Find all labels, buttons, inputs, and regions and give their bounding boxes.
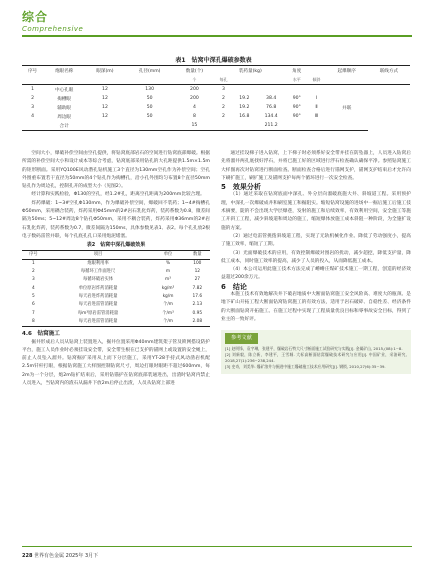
references-box <box>221 330 411 374</box>
table2-header-cell: 数量 <box>185 250 210 259</box>
table1-cell: 12 <box>102 105 108 110</box>
table1-cell: 19.2 <box>239 96 250 101</box>
table1-header-cell: 装药量(kg) <box>214 66 286 76</box>
table1-cell: 211.2 <box>256 121 286 131</box>
table1-cell <box>286 121 307 131</box>
table2-cell: 0.95 <box>192 310 203 316</box>
table1-cell: 4 <box>31 114 34 119</box>
table1-cell: 200 <box>190 96 199 101</box>
reference-item: [1] 赵明锋，袁宇琳，张建平，爆破岩石特大尺寸断面施工试验研究与实践[J]. 金属矿山, 2015,(08):1~8. <box>225 345 403 351</box>
section-heading: 5 效果分析 <box>221 183 261 192</box>
table1-header-cell: 起爆顺序 <box>326 66 368 76</box>
table2-cell: 4 <box>32 285 35 291</box>
table1-cell: 16.8 <box>239 114 250 119</box>
table1-cell: 3 <box>31 105 34 110</box>
table1-body <box>22 85 410 131</box>
table2-row <box>22 276 210 284</box>
table1-cell <box>214 121 232 131</box>
table1-cell: 辅助眼 <box>57 105 72 111</box>
header-rule <box>22 35 412 37</box>
table2-cell: 2 <box>32 269 35 275</box>
header-title-en: Comprehensive <box>22 25 84 33</box>
table2-cell: m³ <box>165 277 171 283</box>
table1-cell: 50 <box>146 105 153 110</box>
table1-cell: 合计 <box>43 121 85 131</box>
table1-header-cell: 数量(个) <box>175 66 215 76</box>
table1-cell: 200 <box>190 87 199 92</box>
table1-header-cell: 孔径(mm) <box>125 66 175 76</box>
table1-cell: 90° <box>292 105 301 110</box>
table2-row <box>22 259 210 268</box>
table1-cell <box>286 85 307 95</box>
table1-cell <box>125 121 175 131</box>
table1-cell: 周边眼 <box>57 114 72 120</box>
table2-cell: m <box>165 269 171 275</box>
reference-item: [3] 史奇，刘美华. 爆矿溶井与掘进中施工爆破施工技术应用研究[J]. 钢锁, 2010,27(6):35~39. <box>225 364 386 370</box>
table1-cell: 19.2 <box>239 105 250 110</box>
paragraph: （4）本公司运用此施工技术方法完成了嵴嵴庄煤矿技术施工一期工程，创造的经济效益超过200余万元。 <box>221 267 411 281</box>
table1-cell <box>307 121 325 131</box>
table1-cell <box>22 121 43 131</box>
table1-row <box>22 112 410 121</box>
table1-header-cell: 眼深(m) <box>85 66 125 76</box>
table2-cell: 个/m³ <box>162 310 174 316</box>
table2-cell: 27 <box>194 277 201 283</box>
table1-cell: 130 <box>145 87 154 92</box>
paragraph: 炸药爆破：1~3#空孔Φ130mm，作为爆破补偿空间，爆破回不装药；1~4#掏槽孔Φ50mm，采用耦合装药，炸药采用Φ45mm的2#岩石乳化炸药，装药系数为0.8，微差间隔为50ms；5~12#周边8个钻孔Φ50mm，采用不耦合装药，炸药采用Φ36mm的2#岩石乳化炸药，装药系数为0.7，微差间隔为150ms，具体参数见表1、表2。每个孔孔放2根电子数码雷管并联，每个孔底孔孔口采用炮泥堵塞。 <box>22 200 210 239</box>
paragraph: 本施工技术有效地解决井下破岩地质中大断面钻窝施工安全风险高、难度大的瓶颈。是地下矿山开拓工程大断面钻窝钻窝施工的有效方法，适用于岩石破碎、自稳性差、经济条件的大断面钻窝开拓施工。在施工过程中实现了工程质量优良目标和零事故安全目标，得到了业主的一致好评。 <box>221 292 411 322</box>
table1-cell <box>326 112 368 121</box>
table2-cell: 每天岩进炸药消耗量 <box>78 294 118 300</box>
text-column-right <box>221 150 411 374</box>
table1-cell: 50 <box>146 96 153 101</box>
table1-header-cell <box>307 66 325 76</box>
table1-cell: 中心孔眼 <box>54 87 74 93</box>
table2-cell: 3 <box>32 277 35 283</box>
table2-row <box>22 310 210 318</box>
table1-subheader-cell: 倾斜 <box>307 75 325 85</box>
table1-cell: 50 <box>146 114 153 119</box>
table1-cell: Ⅲ <box>314 114 319 119</box>
header-title-zh: 综合 <box>22 10 49 24</box>
table1-cell: Ⅰ <box>315 96 318 101</box>
table2-cell: 5 <box>32 294 35 300</box>
table1-row <box>22 121 410 131</box>
table1-cell <box>326 121 368 131</box>
table2-cell: 每循环工作面进尺 <box>80 269 116 275</box>
table2-cell: 个/m <box>163 302 173 308</box>
table1-cell: 并联 <box>342 105 352 111</box>
table1-cell: 8 <box>192 114 196 119</box>
section-heading: 6 结论 <box>221 282 247 291</box>
section-heading: 4.6 钻窝施工 <box>22 331 60 338</box>
table1 <box>22 65 410 131</box>
table1-subheader-cell: 个 <box>175 75 215 85</box>
table2-cell: 1 <box>32 260 35 266</box>
table1-cell <box>256 85 286 95</box>
table2-cell: 2.13 <box>192 302 203 308</box>
table1-cell: 38.4 <box>266 96 277 101</box>
table1-header-cell: 炮眼名称 <box>43 66 85 76</box>
table2-cell: 炮眼利用率 <box>87 260 109 266</box>
table1-header-cell: 角度 <box>286 66 307 76</box>
table1-cell: 2 <box>222 114 225 119</box>
table1-cell <box>326 85 368 95</box>
table2-cell: 每循环破岩实体 <box>83 277 114 283</box>
table2-cell: 单位原岩炸药消耗量 <box>78 285 118 291</box>
table1-header-cell: 联线方式 <box>368 66 410 76</box>
table1-cell: 15 <box>175 121 215 131</box>
table1-cell: 12 <box>102 114 108 119</box>
table1-cell <box>233 121 256 131</box>
table2-cell: 6 <box>32 302 35 308</box>
table1-cell: 4 <box>192 105 196 110</box>
table1-cell: 12 <box>102 96 108 101</box>
references-title: 参考文献 <box>225 333 258 343</box>
table1-cell <box>233 85 256 95</box>
table2-row <box>22 285 210 293</box>
page-footer <box>22 552 98 559</box>
table1-cell: 2 <box>222 105 225 110</box>
table1-caption: 表1 钻窝中深孔爆破参数表 <box>175 57 252 64</box>
table2-row <box>22 268 210 276</box>
journal-issue: 2025年 3月下 <box>65 553 99 559</box>
reference-item: [2] 刘新毅，陈立新，李建平，王雪城. 大标高断面钻窝爆破技术研究与应用[J]. 中国矿业，采油研究, 2018,27(1):236~238,244. <box>225 351 407 363</box>
paragraph: 空间大小，爆破补偿空间由空孔提供，将钻窝底部岩石的空间进行钻窝底部爆破。根据所需的补偿空间大小和设计成本等综合考虑，钻窝底部采用钻孔的大孔距提供1.5m×1.5m的矩形断面。采用YQ100E风动潜孔钻机施工3个直径为130mm空孔作为补偿空间；空孔外围重布置若干直径为50mm的4个钻孔作为掏槽孔，沿小孔外围均匀布置8个直径50mm钻孔作为周边孔，控制孔开的成型大小（见图2）。 <box>22 151 210 190</box>
table1-cell: 90° <box>292 96 301 101</box>
table1-cell: 掏槽眼 <box>57 96 72 102</box>
table2-header-cell: 序号 <box>22 250 45 259</box>
paragraph: （2）通过电雷管挑拨斜坡道工程，实现了无轨机械化作业。降低了劳动强度小，提高了施工效率，缩短了工期。 <box>221 233 411 248</box>
table2-cell: 每天岩进雷管消耗量 <box>78 302 118 308</box>
table2-header-cell: 单位 <box>151 250 184 259</box>
table2-cell: 8 <box>22 318 45 327</box>
table2-cell: 7.82 <box>192 285 203 291</box>
paragraph: 经计算和实践检验，Φ130的空孔，经1.2#孔，距离空孔距离为200mm比较合理。 <box>31 192 205 198</box>
text-column-left <box>22 150 210 388</box>
table2-cell: % <box>165 260 171 266</box>
table2-caption: 表2 钻窝中深孔爆破效果 <box>86 242 146 249</box>
table1-cell: 12 <box>102 87 108 92</box>
paragraph: （3）光面爆破技术的应用，有效控制爆破对围岩的扰动，减少超挖，降低支护量，降低工成本，同时施工效率的提高，减少了人员的投入，从而降低施工成本。 <box>221 250 411 264</box>
table2-cell: 12 <box>194 269 201 275</box>
paragraph: 通过挂设梯子进入钻窝，上下梯子时必须系好安全带并挂在防坠器上，人员进入钻窝后先将溜井两孔底找好浮石，并将已施工好的区域进行浮石检查确认确保平净。参照钻窝施工大样图再次对钻窝进行断面检查。断面检查合格后进行锚网支护，锚网支护结束后才允许向下刷扩施工，刷扩施工及锚网支护每两个循环进行一次安全检查。 <box>221 151 411 181</box>
table2-cell: kg/m³ <box>161 285 175 291</box>
footer-rule <box>22 546 412 547</box>
table1-cell: Ⅱ <box>315 105 318 110</box>
table2-cell: 每天岩进雷管消耗量 <box>45 318 152 327</box>
page-number: 228 <box>22 553 33 559</box>
section-header <box>22 8 83 33</box>
table1-cell: 134.4 <box>264 114 278 119</box>
paragraph: 掘井形成后人员从钻窝上装置进入，掘井位置采用Φ40mm建筑架子管及锁网搭设防护平台，施工人员作业时必须挂设安全带，安全带生根在已支护的锚网上或设置的安全绳上，前止人员坠入溜井。钻窝掘扩采用从上而下分层施工，采用YT-28手持式风动凿岩机配2.5m钎杆打眼，根据钻窝施工大样图控制钻窝尺寸，周边打眼时眼距不超过600mm，每2m为一个分层，炮2m钻扩结束后，采用钻锚护在钻窝底部装通进出，出渣时钻窝内禁止人员进入，当钻窝内的渣石从漏井下放2m后停止出渣，人员从钻窝上部进 <box>22 339 210 387</box>
table2-header-cell: 项目 <box>45 250 152 259</box>
table2-cell: 17.6 <box>192 294 203 300</box>
table2-cell: 2.08 <box>185 318 210 327</box>
table2-row <box>22 301 210 309</box>
table1-cell: 2 <box>222 96 225 101</box>
table1-header-cell: 序号 <box>22 66 43 76</box>
table2-cell: 每m³原岩雷管消耗量 <box>77 310 119 316</box>
table2-body <box>22 259 210 326</box>
table1-subheader-cell: 每孔 <box>214 75 232 85</box>
table1-cell <box>326 94 368 103</box>
table1-cell: 2 <box>31 96 34 101</box>
table1-cell <box>85 121 125 131</box>
paragraph: （1）通过采取在钻窝底面中深孔、外分层向溜破底施大井、斜坡道工程。采用预护理，中深孔一次爆破成井和刷室施工和掘阻实。缩短钻窝设施的进场中一掘后施工后施工技术摘要，陡的不会出现大学层爆巷，发射的施工和后续效率，有效利用空间，安全施工等施工开斜工工程，减少斜坡道和周边的施工，缩短爆体放施工成本斜阻一种阶段，为全施扩设施的方案。 <box>221 192 411 231</box>
table1-row <box>22 85 410 95</box>
table2-cell: 100 <box>193 260 202 266</box>
table2-row <box>22 293 210 301</box>
table1-cell: 90° <box>292 114 301 119</box>
table1-subheader-cell: 水平 <box>286 75 307 85</box>
journal-name: 世界有色金属 <box>34 553 65 559</box>
table1-cell: 76.8 <box>266 105 277 110</box>
table1-row <box>22 94 410 103</box>
table1-row <box>22 103 410 112</box>
table2-cell: 7 <box>32 310 35 316</box>
table2-cell: kg/m <box>162 294 174 300</box>
table1-cell: 1 <box>31 87 34 92</box>
table2-cell: 个/m <box>151 318 184 327</box>
table1-cell <box>307 85 325 95</box>
table1-cell: 3 <box>222 87 225 92</box>
table2-row <box>22 318 210 327</box>
table2 <box>22 250 210 328</box>
